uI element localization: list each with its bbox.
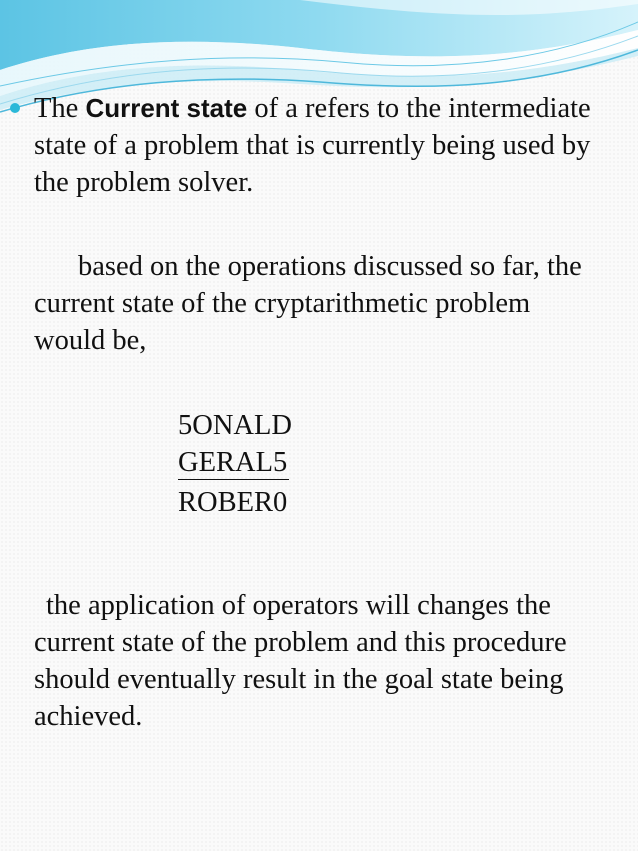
puzzle-line-3: ROBER0 xyxy=(178,487,288,518)
paragraph1-rest: of a refers to the intermediate state of a problem that is currently being used by the problem solver. xyxy=(34,93,591,198)
puzzle-line-1: 5ONALD xyxy=(178,410,292,441)
paragraph-operators xyxy=(34,587,614,735)
paragraph-operations: based on the operations discussed so far, the current state of the cryptarithmetic problem would be, xyxy=(34,251,582,356)
puzzle-line-2: GERAL5 xyxy=(178,447,288,478)
paragraph-current-state xyxy=(34,90,594,201)
paragraph1-lead: The xyxy=(34,93,86,124)
bullet-dot-icon xyxy=(10,103,20,113)
paragraph3-text: the application of operators will changes the current state of the problem and this procedure should eventually result in the goal state being achieved. xyxy=(34,590,567,732)
cryptarithmetic-puzzle xyxy=(178,407,292,521)
keyword-current-state: Current state xyxy=(85,93,248,123)
